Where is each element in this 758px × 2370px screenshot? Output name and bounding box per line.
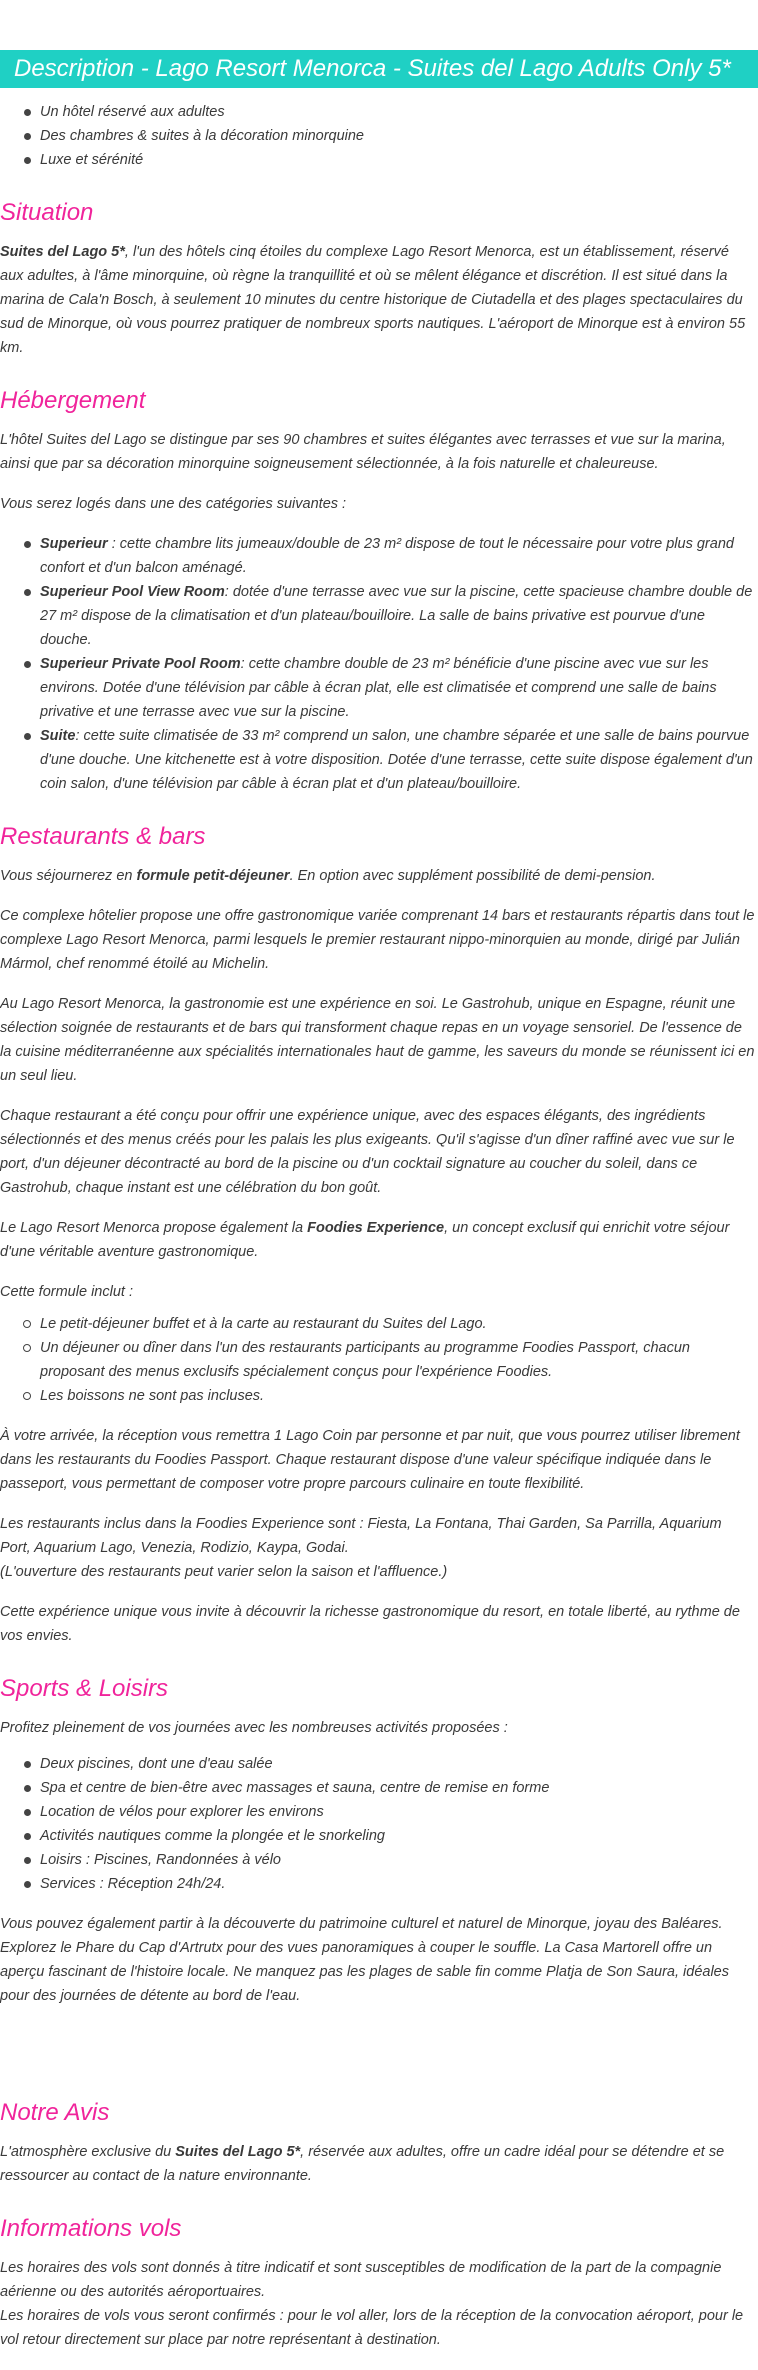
room-item: Superieur : cette chambre lits jumeaux/double de 23 m² dispose de tout le nécessaire pour votre plus grand confort et d'un balcon aménagé. — [0, 532, 758, 580]
section-heading-restaurants: Restaurants & bars — [0, 823, 206, 850]
list-item: Luxe et sérénité — [0, 148, 758, 172]
intro-list — [0, 100, 758, 172]
page — [0, 50, 758, 2370]
list-item: Des chambres & suites à la décoration minorquine — [0, 124, 758, 148]
restaurants-offer: Ce complexe hôtelier propose une offre gastronomique variée comprenant 14 bars et restaurants répartis dans tout le complexe Lago Resort Menorca, parmi lesquels le premier restaurant nippo-minorquien au monde, dirigé par Julián Mármol, chef renommé étoilé au Michelin. — [0, 908, 755, 972]
list-item: Loisirs : Piscines, Randonnées à vélo — [0, 1848, 758, 1872]
room-list — [0, 532, 758, 796]
restaurants-foodies: Le Lago Resort Menorca propose également la Foodies Experience, un concept exclusif qui enrichit votre séjour d'une véritable aventure gastronomique. — [0, 1220, 730, 1260]
section-heading-situation: Situation — [0, 199, 94, 226]
list-item: Activités nautiques comme la plongée et le snorkeling — [0, 1824, 758, 1848]
hebergement-intro: L'hôtel Suites del Lago se distingue par ses 90 chambres et suites élégantes avec terrasses et vue sur la marina, ainsi que par sa décoration minorquine soigneusement sélectionnée, à la fois naturelle et chaleureuse. — [0, 432, 726, 472]
restaurants-included: Les restaurants inclus dans la Foodies Experience sont : Fiesta, La Fontana, Thai Garden, Sa Parrilla, Aquarium Port, Aquarium Lago, Venezia, Rodizio, Kaypa, Godai. (L'ouverture des restaurants peut varier selon la saison et l'affluence.) — [0, 1516, 722, 1580]
section-heading-sports: Sports & Loisirs — [0, 1675, 169, 1702]
restaurants-includes-intro: Cette formule inclut : — [0, 1284, 133, 1300]
list-item: Services : Réception 24h/24. — [0, 1872, 758, 1896]
list-item: Spa et centre de bien-être avec massages et sauna, centre de remise en forme — [0, 1776, 758, 1800]
list-item: Location de vélos pour explorer les environs — [0, 1800, 758, 1824]
restaurants-closing: Cette expérience unique vous invite à découvrir la richesse gastronomique du resort, en totale liberté, au rythme de vos envies. — [0, 1604, 740, 1644]
includes-list — [0, 1312, 758, 1408]
restaurants-lago-coin: À votre arrivée, la réception vous remettra 1 Lago Coin par personne et par nuit, que vous pourrez utiliser librement dans les restaurants du Foodies Passport. Chaque restaurant dispose d'une valeur spécifique indiquée dans le passeport, vous permettant de composer votre propre parcours culinaire en toute flexibilité. — [0, 1428, 740, 1492]
restaurants-gastrohub: Au Lago Resort Menorca, la gastronomie est une expérience en soi. Le Gastrohub, unique en Espagne, réunit une sélection soignée de restaurants et de bars qui transforment chaque repas en un voyage sensoriel. De l'essence de la cuisine méditerranéenne aux spécialités internationales haut de gamme, les saveurs du monde se réunissent ici en un seul lieu. — [0, 996, 755, 1084]
room-item: Superieur Pool View Room: dotée d'une terrasse avec vue sur la piscine, cette spacieuse chambre double de 27 m² dispose de la climatisation et d'un plateau/bouilloire. La salle de bains privative est pourvue d'une douche. — [0, 580, 758, 652]
sports-discovery: Vous pouvez également partir à la découverte du patrimoine culturel et naturel de Minorque, joyau des Baléares. Explorez le Phare du Cap d'Artrutx pour des vues panoramiques à couper le souffle. La Casa Martorell offre un aperçu fascinant de l'histoire locale. Ne manquez pas les plages de sable fin comme Platja de Son Saura, idéales pour des journées de détente au bord de l'eau. — [0, 1916, 730, 2004]
restaurants-formula: Vous séjournerez en formule petit-déjeuner. En option avec supplément possibilité de demi-pension. — [0, 868, 656, 884]
situation-text: Suites del Lago 5*, l'un des hôtels cinq étoiles du complexe Lago Resort Menorca, est un établissement, réservé aux adultes, à l'âme minorquine, où règne la tranquillité et où se mêlent élégance et discrétion. Il est situé dans la marina de Cala'n Bosch, à seulement 10 minutes du centre historique de Ciutadella et des plages spectaculaires du sud de Minorque, où vous pourrez pratiquer de nombreux sports nautiques. L'aéroport de Minorque est à environ 55 km. — [0, 244, 746, 356]
hotel-name: Suites del Lago 5* — [0, 244, 125, 260]
page-title: Description - Lago Resort Menorca - Suites del Lago Adults Only 5* — [14, 55, 731, 82]
list-item: Un hôtel réservé aux adultes — [0, 100, 758, 124]
sports-intro: Profitez pleinement de vos journées avec les nombreuses activités proposées : — [0, 1720, 508, 1736]
list-item: Le petit-déjeuner buffet et à la carte au restaurant du Suites del Lago. — [0, 1312, 758, 1336]
list-item: Les boissons ne sont pas incluses. — [0, 1384, 758, 1408]
section-heading-hebergement: Hébergement — [0, 387, 146, 414]
avis-text: L'atmosphère exclusive du Suites del Lago 5*, réservée aux adultes, offre un cadre idéal pour se détendre et se ressourcer au contact de la nature environnante. — [0, 2144, 725, 2184]
restaurants-experience: Chaque restaurant a été conçu pour offrir une expérience unique, avec des espaces élégants, des ingrédients sélectionnés et des menus créés pour les palais les plus exigeants. Qu'il s'agisse d'un dîner raffiné avec vue sur le port, d'un déjeuner décontracté au bord de la piscine ou d'un cocktail signature au coucher du soleil, dans ce Gastrohub, chaque instant est une célébration du bon goût. — [0, 1108, 735, 1196]
list-item: Un déjeuner ou dîner dans l'un des restaurants participants au programme Foodies Passport, chacun proposant des menus exclusifs spécialement conçus pour l'expérience Foodies. — [0, 1336, 758, 1384]
room-item: Superieur Private Pool Room: cette chambre double de 23 m² bénéficie d'une piscine avec vue sur les environs. Dotée d'une télévision par câble à écran plat, elle est climatisée et comprend une salle de bains privative et une terrasse avec vue sur la piscine. — [0, 652, 758, 724]
room-item: Suite: cette suite climatisée de 33 m² comprend un salon, une chambre séparée et une salle de bains pourvue d'une douche. Une kitchenette est à votre disposition. Dotée d'une terrasse, cette suite dispose également d'un coin salon, d'une télévision par câble à écran plat et d'un plateau/bouilloire. — [0, 724, 758, 796]
list-item: Deux piscines, dont une d'eau salée — [0, 1752, 758, 1776]
vols-text: Les horaires des vols sont donnés à titre indicatif et sont susceptibles de modification de la part de la compagnie aérienne ou des autorités aéroportuaires. Les horaires de vols vous seront confirmés : pour le vol aller, lors de la réception de la convocation aéroport, pour le vol retour directement sur place par notre représentant à destination. — [0, 2260, 744, 2348]
section-heading-vols: Informations vols — [0, 2215, 182, 2242]
activities-list — [0, 1752, 758, 1896]
hebergement-categories-intro: Vous serez logés dans une des catégories suivantes : — [0, 496, 347, 512]
page-title-banner — [0, 50, 758, 88]
section-heading-avis: Notre Avis — [0, 2099, 110, 2126]
